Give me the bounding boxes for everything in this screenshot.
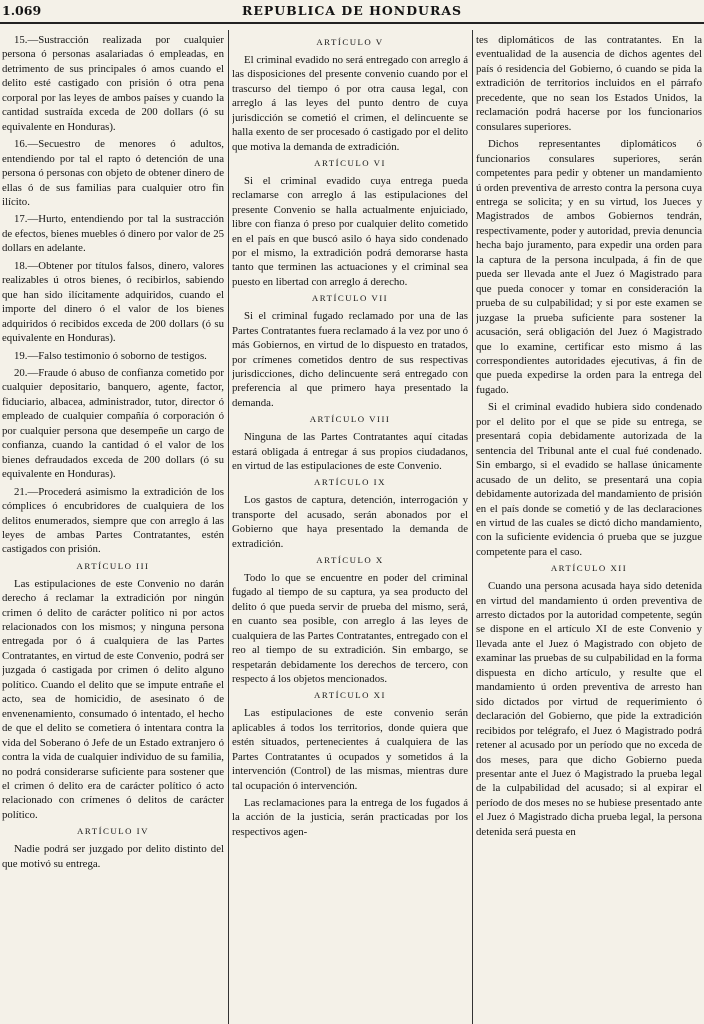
column-left <box>2 33 224 1021</box>
clause-16: 16.—Secuestro de menores ó adultos, entendiendo por tal el rapto ó detención de una persona ó personas con objeto de obtener dinero de ellas ó de sus familias para cualquier otro fin ilícito. <box>2 138 224 208</box>
column-middle <box>232 33 468 1021</box>
header-rule <box>0 22 704 24</box>
article-ix-heading: ARTÍCULO IX <box>314 477 386 488</box>
article-v-heading: ARTÍCULO V <box>316 37 384 47</box>
clause-15: 15.—Sustracción realizada por cualquier persona ó personas asalariadas ó empleadas, en detrimento de sus principales ó amos cuando el delito esté castigado con prisión ó otra pena corporal por las leyes de ambos países y cuando la cantidad sustraída exceda de 200 dollars (ó su equivalente en Honduras). <box>2 34 224 133</box>
article-x-text: Todo lo que se encuentre en poder del criminal fugado al tiempo de su captura, ya sea producto del delito ó que pueda servir de prueba del mismo, será, en cuanto sea posible, con arreglo á las leyes de cualquiera de las Partes Contratantes, entregado con el reo al tiempo de su extradición. Sin embargo, se respetarán debidamente los derechos de tercero, con respecto á los objetos mencionados. <box>232 571 468 685</box>
column-right <box>476 33 702 1021</box>
article-xi-text-continued: Las reclamaciones para la entrega de los fugados á la acción de la justicia, serán practicadas por los respectivos agen- <box>232 796 468 838</box>
article-iv-text: Nadie podrá ser juzgado por delito distinto del que motivó su entrega. <box>2 843 224 870</box>
clause-20: 20.—Fraude ó abuso de confianza cometido por cualquier depositario, banquero, agente, factor, fiduciario, albacea, administrador, tutor, director ó empleado de cualquier compañía ó corporación ó por cualquier persona que desempeñe un cargo de confianza, cuando la cantidad ó el valor de los bienes defraudados exceda de 200 dollars (ó su equivalente en Honduras). <box>2 366 224 481</box>
article-xii-heading: ARTÍCULO XII <box>550 563 628 574</box>
article-xi-paragraph-2: Dichos representantes diplomáticos ó funcionarios consulares superiores, serán competentes para pedir y obtener un mandamiento ú orden preventiva de arresto contra la persona cuya entrega se solicita; y en su virtud, los Jueces y Magistrados de ambos Gobiernos tendrán, respectivamente, poder y autoridad, previa denuncia hecha bajo juramento, para expedir una orden para la captura de la persona inculpada, á fin de que pueda ser llevada ante el Juez ó Magistrado para que pueda conocer y tomar en consideración la prueba de su culpabilidad; y si por este examen se juzgase la prueba suficiente para sostener la acusación, será obligación del Juez ó Magistrado que lo examine, certificar esto mismo á las correspondientes autoridades ejecutivas, á fin de que pueda expedirse la orden para la entrega del fugado. <box>476 138 702 396</box>
article-v-text: El criminal evadido no será entregado con arreglo á las disposiciones del presente convenio cuando por el trascurso del tiempo ó por otra causa legal, con arreglo á las leyes del punto dentro de cuya jurisdicción se cometió el crimen, el delincuente se halla exento de ser procesado ó castigado por el delito que motiva la demanda de extradición. <box>232 53 468 153</box>
article-vi-heading: ARTÍCULO VI <box>314 157 386 168</box>
article-iii-text: Las estipulaciones de este Convenio no darán derecho á reclamar la extradición por ningún crimen ó delito de carácter político ni por actos relacionados con los mismos; y ninguna persona entregada por ó á cualquiera de las Partes Contratantes, en virtud de este Convenio, podrá ser juzgada ó castigada por crimen ó delito alguno político. Cuando el delito que se impute entrañe el acto, sea de homicidio, de asesinato ó de envenenamiento, consumado ó intentado, el hecho de que el delito se cometiera ó intentara contra la vida del Soberano ó Jefe de un Estado extranjero ó contra la vida de cualquier individuo de su familia, no podrá considerarse suficiente para sostener que el crimen ó delito era de carácter político ó acto relacionado con crímenes ó delitos de carácter político. <box>2 577 224 821</box>
article-vii-heading: ARTÍCULO VII <box>311 293 389 304</box>
article-iv-heading: ARTÍCULO IV <box>77 826 149 837</box>
article-iii-heading: ARTÍCULO III <box>76 560 150 571</box>
clause-18: 18.—Obtener por títulos falsos, dinero, valores realizables ú otros bienes, ó recibirlos, sabiendo que han sido ilícitamente adquiridos, cuando el importe del dinero ó el valor de los bienes adquiridos ó recibidos exceda de 200 dollars (ó su equivalente en Honduras). <box>2 259 224 345</box>
column-divider-left <box>228 30 229 1024</box>
article-xi-continuation: tes diplomáticos de las contratantes. En la eventualidad de la ausencia de dichos agentes del país ó residencia del Gobierno, ó cuando se pida la extradición de territorios incluidos en el párrafo precedente, que no sean los Estados Unidos, la reclamación podrá hacerse por los funcionarios consulares superiores. <box>476 34 702 133</box>
article-vii-text: Si el criminal fugado reclamado por una de las Partes Contratantes fuera reclamado á la vez por uno ó más Gobiernos, en virtud de lo dispuesto en tratados, por crímenes cometidos dentro de sus respectivas jurisdicciones, dicho delincuente será entregado con preferencia al que primero haya presentado la demanda. <box>232 310 468 409</box>
article-ix-text: Los gastos de captura, detención, interrogación y transporte del acusado, serán abonados por el Gobierno que haya presentado la demanda de extradición. <box>232 494 468 550</box>
article-xi-paragraph-3: Si el criminal evadido hubiera sido condenado por el delito por el que se pide su entrega, se presentará copia debidamente autorizada de la sentencia del Tribunal ante el cual fué condenado. Sin embargo, si el evadido se hallase únicamente acusado de un delito, se presentará una copia debidamente autorizada del mandamiento de prisión en el país donde se cometió y de las declaraciones en virtud de las cuales se dictó dicho mandamiento, con la suficiente evidencia ó prueba que se juzgue competente para el caso. <box>476 401 702 558</box>
clause-19: 19.—Falso testimonio ó soborno de testigos. <box>14 349 207 362</box>
article-x-heading: ARTÍCULO X <box>316 555 384 566</box>
article-viii-text: Ninguna de las Partes Contratantes aquí citadas estará obligada á entregar á sus propios ciudadanos, en virtud de las estipulaciones de este Convenio. <box>232 431 468 472</box>
clause-17: 17.—Hurto, entendiendo por tal la sustracción de efectos, bienes muebles ó dinero por valor de 25 dollars en adelante. <box>2 213 224 255</box>
page-title: REPUBLICA DE HONDURAS <box>241 3 463 18</box>
clause-21: 21.—Procederá asimismo la extradición de los cómplices ó encubridores de cualquiera de los delitos enumerados, siempre que con arreglo á las leyes de ambas Partes Contratantes, estén castigados con prisión. <box>2 485 224 556</box>
article-xii-text: Cuando una persona acusada haya sido detenida en virtud del mandamiento ú orden preventiva de arresto dictados por la autoridad competente, según se dispone en el artículo XI de este Convenio y llevada ante el Juez ó Magistrado con objeto de examinar las pruebas de su culpabilidad en la forma dispuesta en dicho artículo, y resulte que el mandamiento ú orden preventiva de arresto han sido dictados por virtud de requerimiento ó declaración del Gobierno, que pide la extradición recibidos por telégrafo, el Juez ó Magistrado podrá retener al acusado por un período que no exceda de dos meses, para que dicho Gobierno pueda presentar ante el Juez ó Magistrado la prueba legal de la culpabilidad del acusado; si al expirar el período de dos meses no se hubiese presentado ante el Juez ó Magistrado dicha prueba legal, la persona detenida será puesta en <box>476 580 702 838</box>
page-number: 1.069 <box>2 3 42 18</box>
article-xi-heading: ARTÍCULO XI <box>314 690 386 701</box>
column-divider-right <box>472 30 473 1024</box>
article-viii-heading: ARTÍCULO VIII <box>309 414 391 425</box>
article-xi-text: Las estipulaciones de este convenio serán aplicables á todos los territorios, donde quiera que estén situados, pertenecientes á cualquiera de las Partes Contratantes ú ocupados y sometidos á la intervención (Control) de las mismas, mientras dure tal ocupación ó intervención. <box>232 707 468 792</box>
article-vi-text: Si el criminal evadido cuya entrega pueda reclamarse con arreglo á las estipulaciones del presente Convenio se halla actualmente enjuiciado, libre con fianza ó preso por cualquier delito cometido en el país en que buscó asilo ó haya sido condenado por el mismo, la extradición podrá demorarse hasta tanto que terminen las actuaciones y el criminal sea puesto en libertad con arreglo á derecho. <box>232 174 468 288</box>
page-header <box>0 0 704 26</box>
